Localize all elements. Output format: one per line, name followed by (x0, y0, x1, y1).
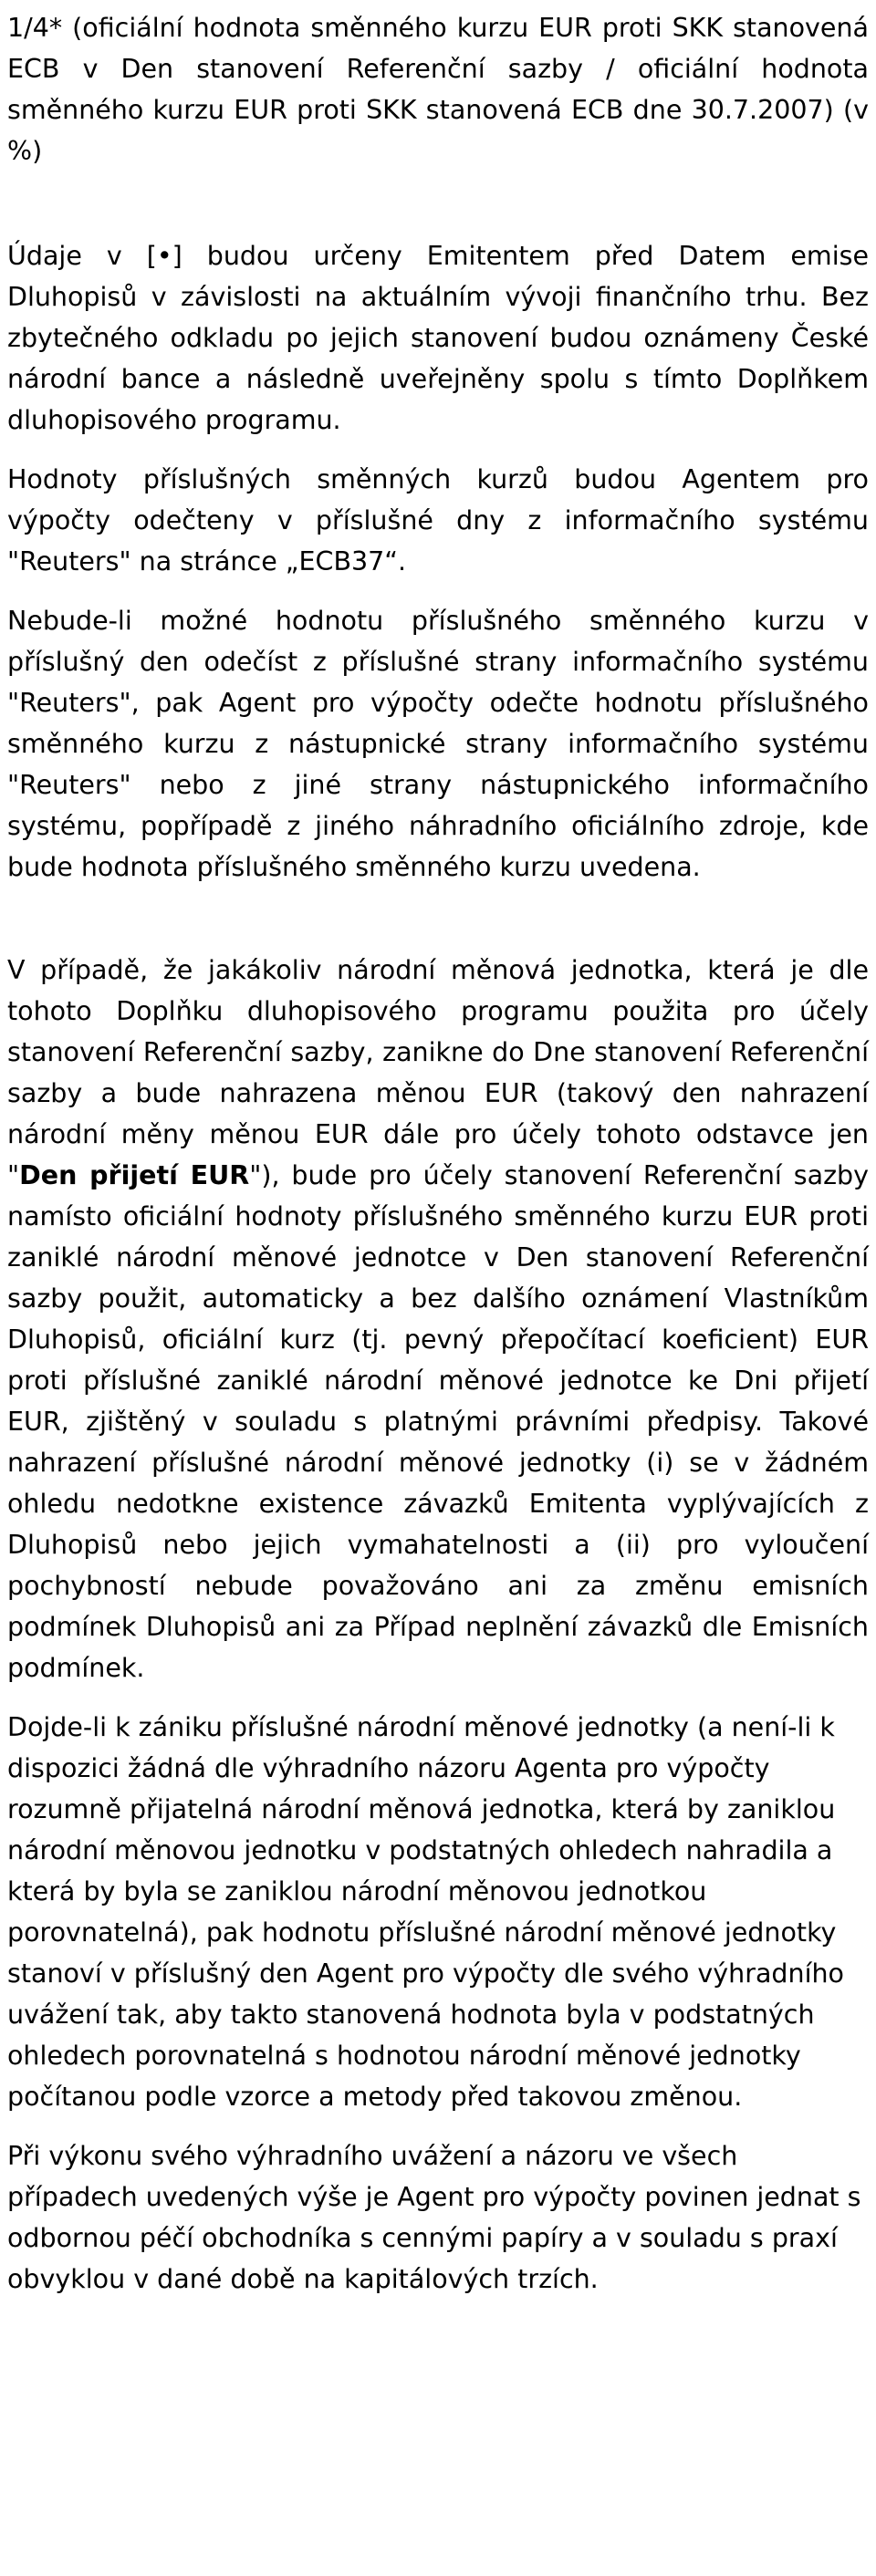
formula-paragraph: 1/4* (oficiální hodnota směnného kurzu EUR proti SKK stanovená ECB v Den stanovení Referenční sazby / oficiální hodnota směnného kurzu EUR proti SKK stanovená ECB dne 30.7.2007) (v %) (7, 13, 869, 166)
euro-adoption-text-after: "), bude pro účely stanovení Referenční sazby namísto oficiální hodnoty příslušného směnného kurzu EUR proti zaniklé národní měnové jednotce v Den stanovení Referenční sazby použit, automaticky a bez dalšího oznámení Vlastníkům Dluhopisů, oficiální kurz (tj. pevný přepočítací koeficient) EUR proti příslušné zaniklé národní měnové jednotce ke Dni přijetí EUR, zjištěný v souladu s platnými právními předpisy. Takové nahrazení příslušné národní měnové jednotky (i) se v žádném ohledu nedotkne existence závazků Emitenta vyplývajících z Dluhopisů nebo jejich vymahatelnosti a (ii) pro vyloučení pochybností nebude považováno ani za změnu emisních podmínek Dluhopisů ani za Případ neplnění závazků dle Emisních podmínek. (7, 1160, 869, 1683)
fallback-source-paragraph: Nebude-li možné hodnotu příslušného směnného kurzu v příslušný den odečíst z příslušné strany informačního systému "Reuters", pak Agent pro výpočty odečte hodnotu příslušného směnného kurzu z nástupnické strany informačního systému "Reuters" nebo z jiné strany nástupnického informačního systému, popřípadě z jiného náhradního oficiálního zdroje, kde bude hodnota příslušného směnného kurzu uvedena. (7, 606, 869, 882)
euro-adoption-paragraph (7, 950, 869, 1688)
euro-adoption-text-before: V případě, že jakákoliv národní měnová jednotka, která je dle tohoto Doplňku dluhopisového programu použita pro účely stanovení Referenční sazby, zanikne do Dne stanovení Referenční sazby a bude nahrazena měnou EUR (takový den nahrazení národní měny měnou EUR dále pro účely tohoto odstavce jen " (7, 955, 869, 1190)
euro-adoption-defined-term: Den přijetí EUR (19, 1160, 250, 1190)
professional-care-paragraph: Při výkonu svého výhradního uvážení a názoru ve všech případech uvedených výše je Agent pro výpočty povinen jednat s odbornou péčí obchodníka s cennými papíry a v souladu s praxí obvyklou v dané době na kapitálových trzích. (7, 2141, 861, 2294)
data-determination-paragraph: Údaje v [•] budou určeny Emitentem před Datem emise Dluhopisů v závislosti na aktuálním vývoji finančního trhu. Bez zbytečného odkladu po jejich stanovení budou oznámeny České národní bance a následně uveřejněny spolu s tímto Doplňkem dluhopisového programu. (7, 241, 869, 435)
currency-termination-paragraph: Dojde-li k zániku příslušné národní měnové jednotky (a není-li k dispozici žádná dle výhradního názoru Agenta pro výpočty rozumně přijatelná národní měnová jednotka, která by zaniklou národní měnovou jednotku v podstatných ohledech nahradila a která by byla se zaniklou národní měnovou jednotkou porovnatelná), pak hodnotu příslušné národní měnové jednotky stanoví v příslušný den Agent pro výpočty dle svého výhradního uvážení tak, aby takto stanovená hodnota byla v podstatných ohledech porovnatelná s hodnotou národní měnové jednotky počítanou podle vzorce a metody před takovou změnou. (7, 1712, 844, 2112)
exchange-rate-source-paragraph: Hodnoty příslušných směnných kurzů budou Agentem pro výpočty odečteny v příslušné dny z informačního systému "Reuters" na stránce „ECB37“. (7, 464, 869, 576)
